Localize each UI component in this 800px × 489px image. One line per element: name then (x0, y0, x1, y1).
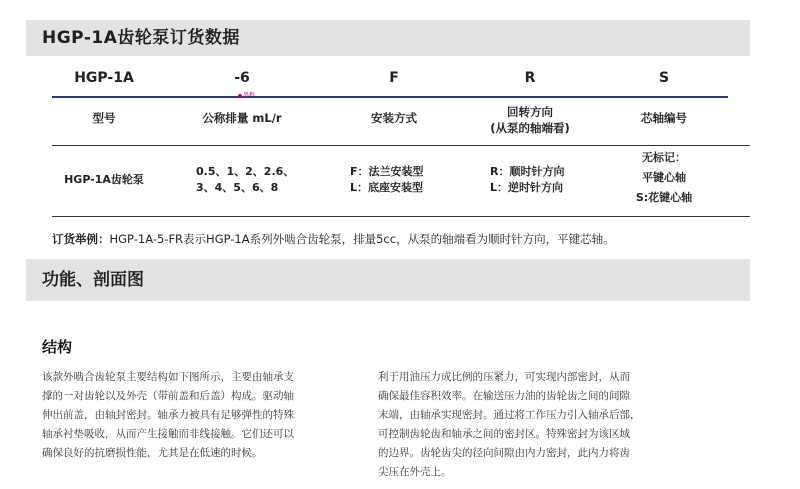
structure-paragraph-right (378, 368, 684, 482)
paragraph-line: 该款外啮合齿轮泵主要结构如下图所示，主要由轴承支 (42, 371, 294, 383)
paragraph-line: 可控制齿轮齿和轴承之间的密封区。特殊密封为该区域 (378, 428, 630, 440)
label-shaft: 芯轴编号 (641, 111, 687, 125)
paragraph-line: 末端，由轴承实现密封。通过将工作压力引入轴承后部， (378, 409, 641, 421)
label-displacement: 公称排量 mL/r (202, 111, 282, 125)
code-underline (52, 96, 728, 98)
paragraph-line: 伸出前盖，由轴封密封。轴承力被具有足够弹性的特殊 (42, 409, 294, 421)
paragraph-line: 确保良好的抗磨损性能，尤其是在低速的时候。 (42, 447, 263, 459)
structure-paragraph-left (42, 368, 342, 463)
order-example (52, 231, 615, 247)
data-shaft-1: 无标记： (642, 151, 686, 164)
table-divider-top (52, 145, 750, 146)
data-shaft-2: 平键心轴 (642, 171, 686, 184)
section-title-order-data: HGP-1A齿轮泵订货数据 (26, 20, 750, 56)
marker-label: 黑框 (238, 90, 255, 99)
section-title-function: 功能、剖面图 (26, 259, 750, 301)
data-mounting-2: L：底座安装型 (350, 181, 424, 194)
code-model: HGP-1A (74, 70, 134, 86)
table-divider-bottom (52, 216, 750, 217)
label-rotation-1: 回转方向 (507, 105, 553, 119)
paragraph-line: 撑的一对齿轮以及外壳（带前盖和后盖）构成。驱动轴 (42, 390, 294, 402)
label-mounting: 安装方式 (371, 111, 417, 125)
paragraph-line: 利于用油压力成比例的压紧力，可实现内部密封，从而 (378, 371, 630, 383)
label-rotation-2: (从泵的轴端看) (490, 121, 570, 135)
code-displacement: -6 (234, 70, 250, 86)
code-rotation: R (524, 70, 536, 86)
data-rotation-1: R：顺时针方向 (490, 165, 565, 178)
data-displacement-1: 0.5、1、2、2.6、 (196, 165, 295, 178)
order-code-row (26, 70, 750, 92)
label-model: 型号 (92, 111, 116, 125)
data-model: HGP-1A齿轮泵 (64, 173, 144, 186)
code-mounting: F (389, 70, 399, 86)
paragraph-line: 的边界。齿轮齿尖的径向间隙由内力密封，此内力将齿 (378, 447, 630, 459)
data-shaft-3: S:花键心轴 (635, 191, 693, 204)
paragraph-line: 确保最佳容积效率。在输送压力油的齿轮齿之间的间隙 (378, 390, 630, 402)
order-example-label: 订货举例： (52, 232, 110, 246)
data-mounting-1: F：法兰安装型 (350, 165, 424, 178)
column-labels (26, 104, 750, 138)
data-displacement-2: 3、4、5、6、8 (196, 181, 279, 194)
structure-heading: 结构 (42, 338, 73, 356)
paragraph-line: 轴承衬垫吸收，从而产生接触而非线接触。它们还可以 (42, 428, 294, 440)
code-shaft: S (658, 70, 670, 86)
order-example-text: HGP-1A-5-FR表示HGP-1A系列外啮合齿轮泵，排量5cc，从泵的轴端看为顺时针方向，平键芯轴。 (109, 232, 615, 246)
data-row (26, 150, 750, 212)
paragraph-line: 尖压在外壳上。 (378, 466, 452, 478)
data-rotation-2: L：逆时针方向 (490, 181, 564, 194)
